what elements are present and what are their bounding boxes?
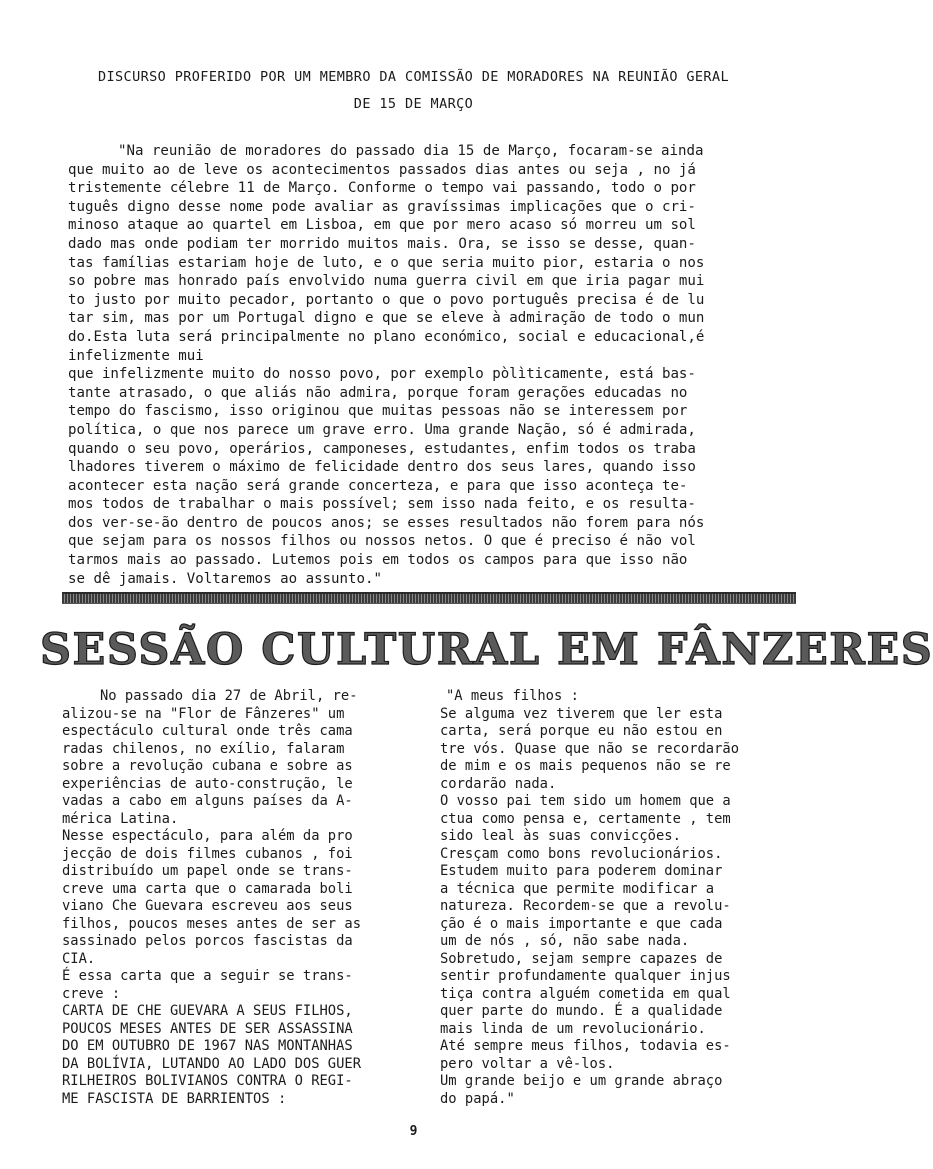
left-column-line: É essa carta que a seguir se trans- [62,968,353,984]
right-column-line: Se alguma vez tiverem que ler esta [440,705,723,722]
right-column-line: ção é o mais importante e que cada [440,915,723,932]
left-column-text [62,688,422,1108]
left-column-line: DO EM OUTUBRO DE 1967 NAS MONTANHAS [62,1038,353,1054]
speech-line: minoso ataque ao quartel em Lisboa, em que por mero acaso só morreu um sol [68,217,696,234]
speech-line: dos ver-se-ão dentro de poucos anos; se esses resultados não forem para nós [68,514,705,531]
left-column-line: sassinado pelos porcos fascistas da [62,933,353,949]
right-column-line: de mim e os mais pequenos não se re [440,758,731,774]
left-column-line: espectáculo cultural onde três cama [62,723,353,739]
left-column-line: radas chilenos, no exílio, falaram [62,740,345,757]
right-column-line: O vosso pai tem sido um homem que a [440,793,731,809]
speech-line: tante atrasado, o que aliás não admira, porque foram gerações educadas no [68,384,688,401]
left-column-line: ME FASCISTA DE BARRIENTOS : [62,1090,287,1107]
speech-line: se dê jamais. Voltaremos ao assunto." [68,570,382,587]
speech-line: que muito ao de leve os acontecimentos passados dias antes ou seja , no já [68,161,696,178]
left-column-line: Nesse espectáculo, para além da pro [62,828,353,844]
speech-line: tas famílias estariam hoje de luto, e o que seria muito pior, estaria o nos [68,254,705,271]
speech-line: "Na reunião de moradores do passado dia 15 de Março, focaram-se ainda [118,143,704,159]
right-column-line: mais linda de um revolucionário. [440,1020,706,1037]
speech-line: infelizmente mui [68,347,204,364]
left-column-line: distribuído um papel onde se trans- [62,863,353,879]
left-column-line: RILHEIROS BOLIVIANOS CONTRA O REGI- [62,1073,353,1089]
heading-line-1: DISCURSO PROFERIDO POR UM MEMBRO DA COMISSÃO DE MORADORES NA REUNIÃO GERAL [97,69,730,85]
section-divider [62,592,796,604]
right-column-line: a técnica que permite modificar a [440,880,715,897]
heading-line-2: DE 15 DE MARÇO [353,96,474,112]
speech-line: tarmos mais ao passado. Lutemos pois em todos os campos para que isso não [68,552,688,569]
left-column-line: mérica Latina. [62,810,179,827]
right-column-line: do papá." [440,1090,515,1107]
right-column-line: ctua como pensa e, certamente , tem [440,810,731,827]
left-column-line: DA BOLÍVIA, LUTANDO AO LADO DOS GUER [62,1055,362,1072]
left-column-line: experiências de auto-construção, le [62,775,353,792]
right-column-line: um de nós , só, não sabe nada. [440,933,690,949]
speech-line: dado mas onde podiam ter morrido muitos mais. Ora, se isso se desse, quan- [68,235,696,252]
section-banner-title: SESSÃO CULTURAL EM FÂNZERES [40,625,933,675]
speech-line: quando o seu povo, operários, camponeses, estudantes, enfim todos os traba [68,440,696,457]
left-column-line: sobre a revolução cubana e sobre as [62,758,353,774]
speech-line: to justo por muito pecador, portanto o que o povo português precisa é de lu [68,291,705,308]
right-column-line: Até sempre meus filhos, todavia es- [440,1038,731,1054]
right-column-line: sido leal às suas convicções. [440,828,681,844]
right-column-line: natureza. Recordem-se que a revolu- [440,898,731,914]
left-column-line: jecção de dois filmes cubanos , foi [62,845,353,862]
speech-line: mos todos de trabalhar o mais possível; sem isso nada feito, e os resulta- [68,496,696,513]
speech-line: que sejam para os nossos filhos ou nossos netos. O que é preciso é não vol [68,533,696,550]
speech-line: política, o que nos parece um grave erro. Uma grande Nação, só é admirada, [68,421,696,438]
speech-line: tar sim, mas por um Portugal digno e que se eleve à admiração de todo o mun [68,310,705,327]
speech-line: tristemente célebre 11 de Março. Conforme o tempo vai passando, todo o por [68,180,696,197]
right-column-line: Um grande beijo e um grande abraço [440,1073,723,1089]
right-column-line: Cresçam como bons revolucionários. [440,845,723,862]
article-heading [40,64,787,118]
right-column-line: tiça contra alguém cometida em qual [440,985,731,1002]
left-column-line: POUCOS MESES ANTES DE SER ASSASSINA [62,1020,353,1037]
right-column-line: quer parte do mundo. É a qualidade [440,1003,723,1019]
right-column-line: tre vós. Quase que não se recordarão [440,740,740,757]
left-column-line: creve : [62,985,121,1002]
speech-line: do.Esta luta será principalmente no plano económico, social e educacional,é [68,328,705,345]
speech-line: que infelizmente muito do nosso povo, por exemplo pòlìticamente, está bas- [68,366,696,383]
speech-line: acontecer esta nação será grande concerteza, e para que isso aconteça te- [68,477,688,494]
right-column-line: Sobretudo, sejam sempre capazes de [440,950,723,967]
right-column-line: cordarão nada. [440,775,557,792]
speech-line: lhadores tiverem o máximo de felicidade dentro dos seus lares, quando isso [68,459,696,476]
speech-line: so pobre mas honrado país envolvido numa guerra civil em que iria pagar mui [68,273,705,290]
speech-text [68,142,796,588]
right-column-text [440,688,790,1108]
right-column-line: carta, será porque eu não estou en [440,723,723,739]
left-column-line: No passado dia 27 de Abril, re- [100,688,358,704]
left-column-line: alizou-se na "Flor de Fânzeres" um [62,705,345,722]
right-column-line: sentir profundamente qualquer injus [440,968,731,984]
right-column-line: Estudem muito para poderem dominar [440,863,723,879]
right-column-line: pero voltar a vê-los. [440,1055,615,1072]
left-column-line: CIA. [62,950,96,967]
speech-line: tuguês digno desse nome pode avaliar as gravíssimas implicações que o cri- [68,198,696,215]
left-column-line: creve uma carta que o camarada boli [62,880,353,897]
left-column-line: CARTA DE CHE GUEVARA A SEUS FILHOS, [62,1003,353,1019]
left-column-line: viano Che Guevara escreveu aos seus [62,898,353,914]
page-number: 9 [409,1124,418,1139]
left-column-line: vadas a cabo em alguns países da A- [62,793,353,809]
speech-line: tempo do fascismo, isso originou que muitas pessoas não se interessem por [68,403,688,420]
right-column-line: "A meus filhos : [446,688,579,704]
left-column-line: filhos, poucos meses antes de ser as [62,915,362,932]
